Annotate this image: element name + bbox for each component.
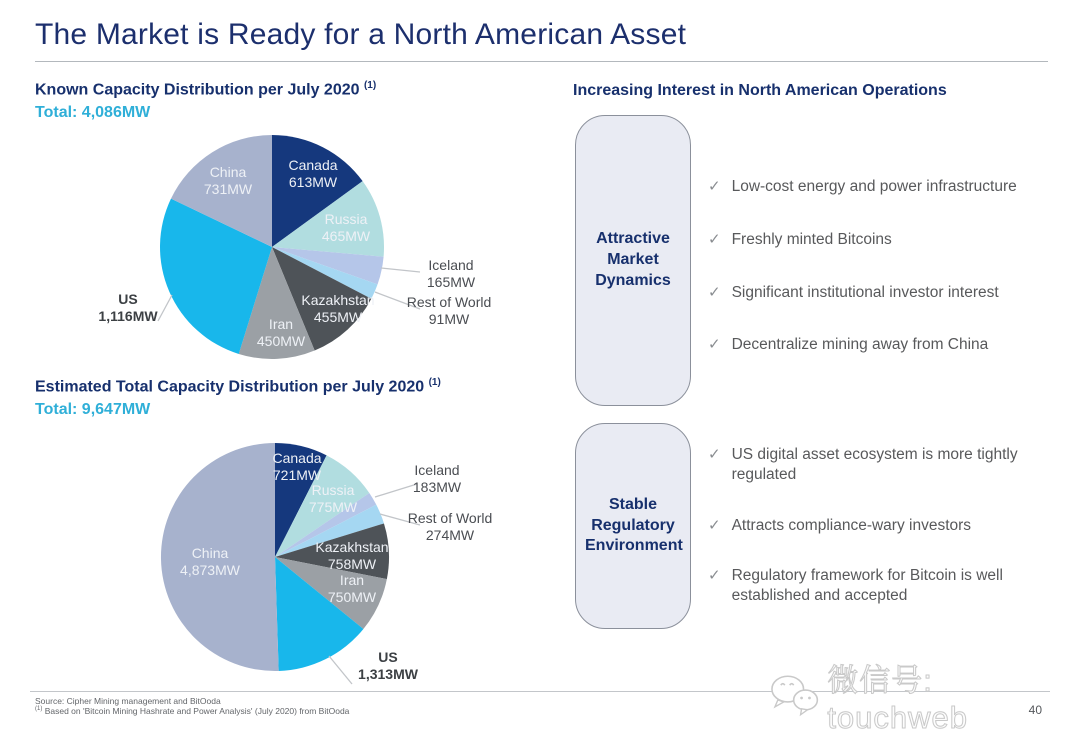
check-icon: ✓ <box>708 567 721 585</box>
bullet-text: Decentralize mining away from China <box>731 336 989 354</box>
pie1-label-russia-value: 465MW <box>321 228 371 244</box>
bullet-text: Regulatory framework for Bitcoin is well established and accepted <box>731 567 1003 605</box>
pie1-label-us <box>98 291 157 325</box>
pie2-label-rest-of-world-name: Rest of World <box>407 509 493 526</box>
pie1-leader-iceland <box>381 268 420 272</box>
attractive-market-dynamics-box <box>575 115 691 406</box>
watermark-text: 微信号: touchweb <box>827 663 969 733</box>
pie1-label-iran-name: Iran <box>268 315 294 332</box>
box1-label: Attractive Market Dynamics <box>595 230 671 289</box>
list-item <box>708 283 1053 303</box>
pie2-label-rest-of-world <box>408 510 493 544</box>
list-item <box>708 230 1053 250</box>
chart2-footnote-marker: (1) <box>428 377 441 388</box>
pie2-label-us-value: 1,313MW <box>358 666 418 682</box>
pie1-label-iceland-name: Iceland <box>428 256 474 273</box>
pie1-label-iceland-value: 165MW <box>426 274 476 290</box>
pie2-label-kazakhstan-name: Kazakhstan <box>315 538 389 555</box>
box2-label: Stable Regulatory Environment <box>585 495 683 555</box>
pie2-label-kazakhstan-value: 758MW <box>327 556 377 572</box>
pie2-label-kazakhstan <box>315 539 388 573</box>
watermark <box>768 655 1080 733</box>
page-title: The Market is Ready for a North American Asset <box>35 18 687 51</box>
wechat-icon <box>768 673 821 719</box>
pie2-label-us <box>358 649 418 683</box>
pie1-label-iceland <box>427 257 475 291</box>
pie2-label-russia-value: 775MW <box>308 499 358 515</box>
pie1-label-russia <box>322 211 370 245</box>
pie2-label-us-name: US <box>378 648 398 665</box>
pie2-label-canada <box>272 450 321 484</box>
pie2-label-iceland-name: Iceland <box>414 461 460 478</box>
box1-bullet-list <box>708 177 1053 388</box>
pie1-label-kazakhstan-value: 455MW <box>313 309 363 325</box>
pie2-label-russia-name: Russia <box>311 481 355 498</box>
check-icon: ✓ <box>708 516 721 534</box>
bullet-text: Attracts compliance-wary investors <box>731 516 972 534</box>
box2-bullet-list <box>708 445 1053 637</box>
pie-chart-estimated-capacity <box>30 435 530 693</box>
pie1-leader-us <box>158 295 172 321</box>
list-item <box>708 516 1053 536</box>
footnote-text <box>35 706 349 716</box>
chart1-heading-text: Known Capacity Distribution per July 2020 <box>35 81 360 99</box>
pie1-label-rest-of-world-value: 91MW <box>428 311 470 327</box>
stable-regulatory-environment-box <box>575 423 691 629</box>
list-item <box>708 566 1053 606</box>
bullet-text: Low-cost energy and power infrastructure <box>731 178 1017 195</box>
pie1-label-us-value: 1,116MW <box>98 308 158 324</box>
pie2-leader-us <box>329 656 352 684</box>
pie1-label-kazakhstan <box>301 292 374 326</box>
pie1-label-iran-value: 450MW <box>256 333 306 349</box>
pie2-label-russia <box>309 482 357 516</box>
chart2-heading <box>35 377 441 396</box>
bullet-text: Freshly minted Bitcoins <box>731 230 892 248</box>
chart2-total: Total: 9,647MW <box>35 401 151 418</box>
check-icon: ✓ <box>708 336 721 354</box>
pie1-label-canada-name: Canada <box>288 156 338 173</box>
pie1-label-canada <box>288 157 337 191</box>
pie1-label-russia-name: Russia <box>324 210 368 227</box>
footnote-marker: (1) <box>35 706 43 713</box>
chart1-heading <box>35 80 376 99</box>
pie1-label-canada-value: 613MW <box>288 174 338 190</box>
pie1-label-iran <box>257 316 305 350</box>
bullet-text: Significant institutional investor interest <box>731 283 999 301</box>
pie1-label-china-name: China <box>209 163 247 180</box>
pie2-leader-iceland <box>375 484 417 497</box>
pie1-label-rest-of-world <box>407 294 492 328</box>
pie1-label-us-name: US <box>118 290 138 307</box>
footnote-body: Based on 'Bitcoin Mining Hashrate and Power Analysis' (July 2020) from BitOoda <box>44 706 350 716</box>
pie1-label-kazakhstan-name: Kazakhstan <box>301 291 375 308</box>
bullet-text: US digital asset ecosystem is more tightly regulated <box>731 446 1018 483</box>
pie2-label-china <box>180 545 240 579</box>
pie1-label-china <box>204 164 252 198</box>
right-section-heading: Increasing Interest in North American Operations <box>573 82 947 99</box>
page-number: 40 <box>1028 703 1042 717</box>
check-icon: ✓ <box>708 446 721 463</box>
list-item <box>708 445 1053 485</box>
source-text: Source: Cipher Mining management and BitOoda <box>35 696 221 706</box>
pie-chart-known-capacity <box>30 125 530 370</box>
check-icon: ✓ <box>708 283 721 301</box>
check-icon: ✓ <box>708 230 721 248</box>
title-divider <box>35 61 1048 62</box>
pie2-label-china-value: 4,873MW <box>180 562 240 578</box>
check-icon: ✓ <box>708 178 721 195</box>
pie2-label-iran-value: 750MW <box>327 589 377 605</box>
list-item <box>708 177 1053 197</box>
chart1-footnote-marker: (1) <box>363 80 377 91</box>
pie2-label-canada-name: Canada <box>272 449 322 466</box>
pie1-label-rest-of-world-name: Rest of World <box>406 293 492 310</box>
pie2-label-iceland <box>413 462 461 496</box>
chart1-total: Total: 4,086MW <box>35 104 151 121</box>
pie2-label-iran <box>328 572 376 606</box>
pie2-label-iran-name: Iran <box>339 571 365 588</box>
pie2-label-canada-value: 721MW <box>272 467 322 483</box>
pie2-label-rest-of-world-value: 274MW <box>425 527 475 543</box>
pie2-label-china-name: China <box>191 544 229 561</box>
pie2-label-iceland-value: 183MW <box>412 479 462 495</box>
chart2-heading-text: Estimated Total Capacity Distribution per July 2020 <box>35 378 425 396</box>
pie1-label-china-value: 731MW <box>203 181 253 197</box>
list-item <box>708 335 1053 355</box>
